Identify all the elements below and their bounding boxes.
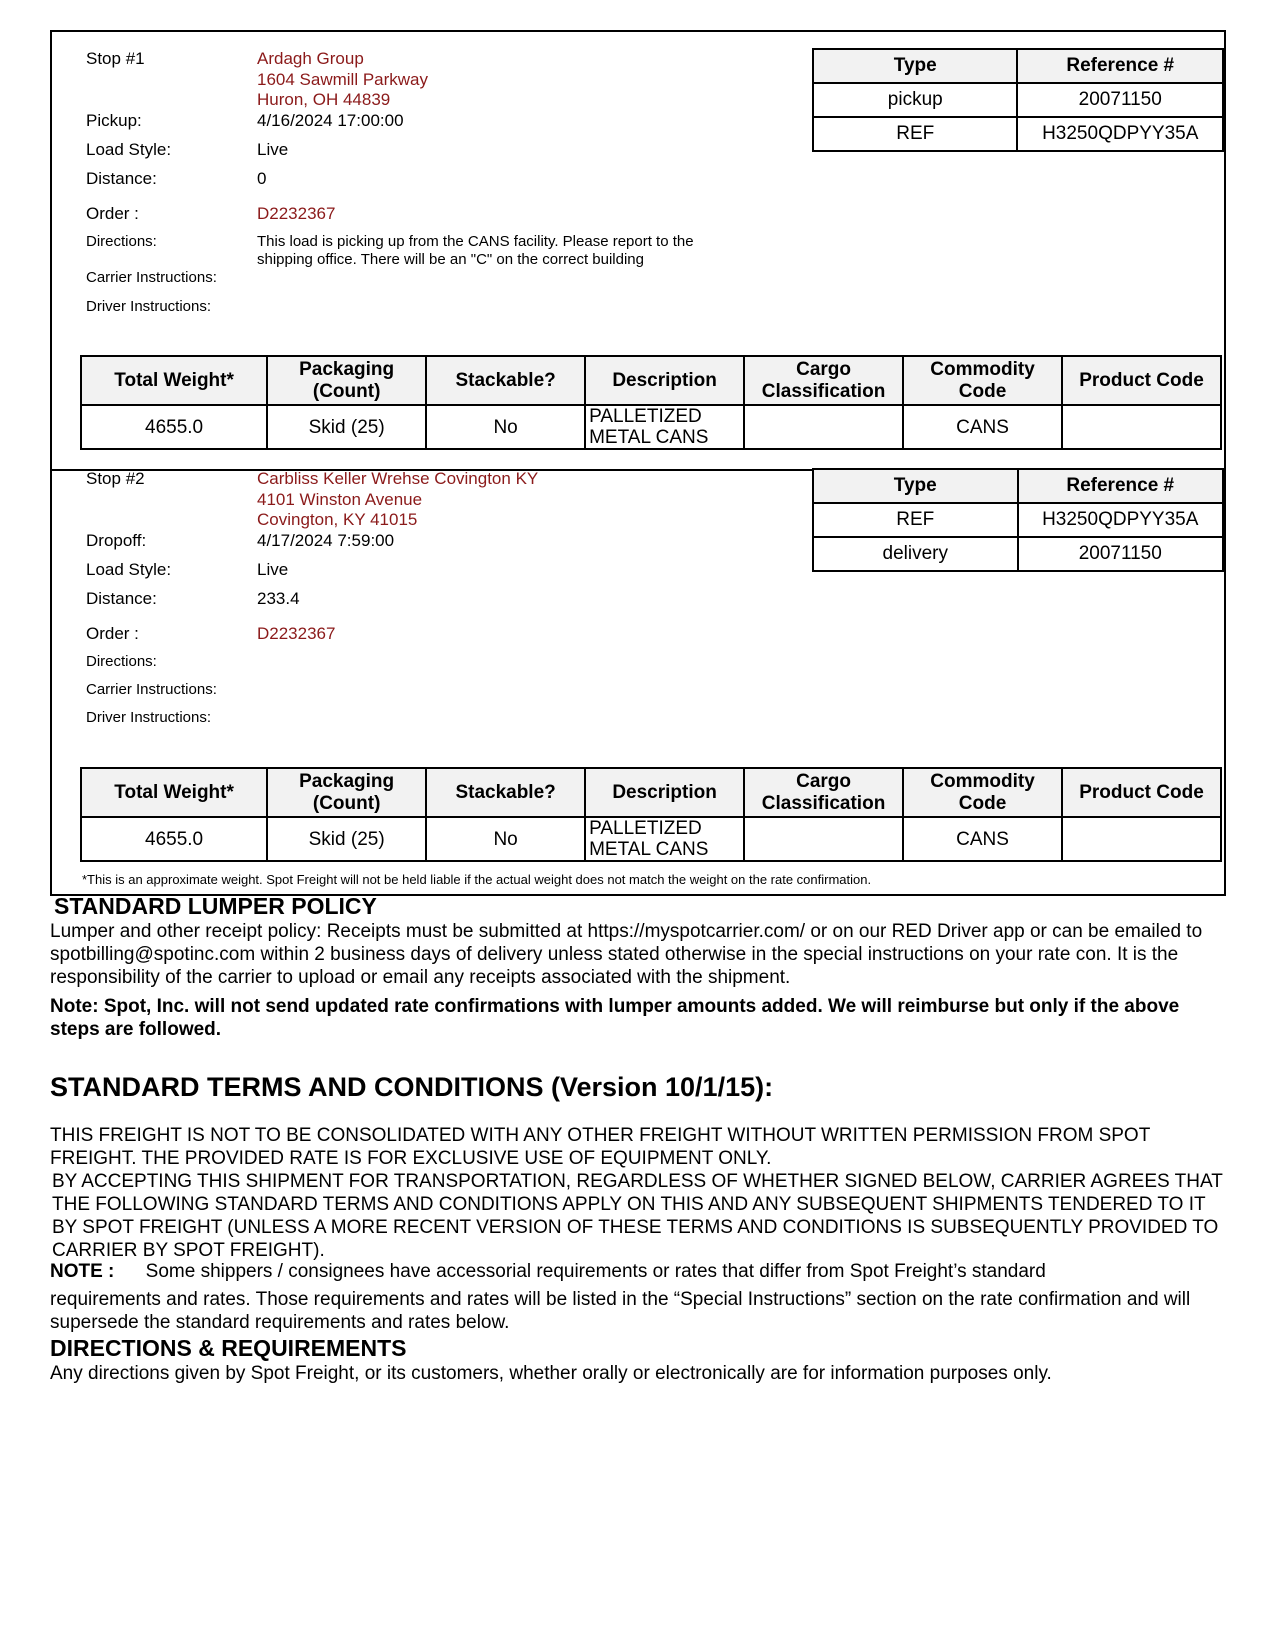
reference-table [812,468,1224,572]
stop-company: Ardagh Group [257,49,364,68]
carrier-instructions-label: Carrier Instructions: [86,681,217,698]
driver-instructions-label: Driver Instructions: [86,298,212,315]
cargo-header-packaging: Packaging (Count) [267,768,426,817]
terms-paragraph-2: BY ACCEPTING THIS SHIPMENT FOR TRANSPORTATION, REGARDLESS OF WHETHER SIGNED BELOW, CARRIER AGREES THAT THE FOLLOWING STANDARD TERMS AND CONDITIONS APPLY ON THIS AND ANY SUBSEQUENT SHIPMENTS TENDERED TO IT BY SPOT FREIGHT (UNLESS A MORE RECENT VERSION OF THESE TERMS AND CONDITIONS IS SUBSEQUENTLY PROVIDED TO CARRIER BY SPOT FREIGHT). [52,1171,1223,1261]
cargo-header-stackable: Stackable? [426,356,585,405]
cargo-header-stackable: Stackable? [426,768,585,817]
order-label: Order : [86,204,139,223]
distance-label: Distance: [86,169,157,188]
cargo-weight: 4655.0 [81,817,267,861]
table-row [81,817,1221,861]
cargo-packaging: Skid (25) [267,817,426,861]
order-number: D2232367 [257,204,336,223]
ref-type-cell: delivery [813,537,1018,571]
ref-header-reference: Reference # [1018,469,1224,503]
cargo-header-product: Product Code [1062,356,1221,405]
table-row [813,537,1223,571]
directions-label: Directions: [86,233,157,250]
ref-number-cell: H3250QDPYY35A [1018,503,1224,537]
order-number: D2232367 [257,624,336,643]
ref-header-type: Type [813,49,1017,83]
directions-requirements-body: Any directions given by Spot Freight, or its customers, whether orally or electronically are for information purposes only. [50,1363,1052,1384]
lumper-policy-note: Note: Spot, Inc. will not send updated rate confirmations with lumper amounts added. We will reimburse but only if the above steps are followed. [50,996,1180,1040]
cargo-product [1062,817,1221,861]
load-style-label: Load Style: [86,560,172,579]
stop-address-line1: 4101 Winston Avenue [257,490,423,509]
lumper-policy-title: STANDARD LUMPER POLICY [54,893,377,919]
event-datetime: 4/16/2024 17:00:00 [257,111,404,130]
terms-title: STANDARD TERMS AND CONDITIONS (Version 10/1/15): [50,1072,774,1102]
event-label: Dropoff: [86,531,147,550]
cargo-commodity: CANS [903,405,1062,449]
table-row [813,503,1223,537]
cargo-header-commodity: Commodity Code [903,768,1062,817]
load-style-value: Live [257,560,289,579]
cargo-header-classification: Cargo Classification [744,768,903,817]
cargo-header-product: Product Code [1062,768,1221,817]
distance-label: Distance: [86,589,157,608]
cargo-header-description: Description [585,768,744,817]
cargo-description: PALLETIZED METAL CANS [585,817,744,861]
ref-type-cell: REF [813,503,1018,537]
ref-header-reference: Reference # [1017,49,1223,83]
cargo-header-packaging: Packaging (Count) [267,356,426,405]
ref-type-cell: REF [813,117,1017,151]
stop-address-line2: Huron, OH 44839 [257,90,391,109]
cargo-header-commodity: Commodity Code [903,356,1062,405]
stop-label: Stop #1 [86,49,145,68]
table-row [813,83,1223,117]
ref-type-cell: pickup [813,83,1017,117]
cargo-stackable: No [426,817,585,861]
cargo-classification [744,405,903,449]
event-datetime: 4/17/2024 7:59:00 [257,531,395,550]
weight-disclaimer: *This is an approximate weight. Spot Freight will not be held liable if the actual weight does not match the weight on the rate confirmation. [82,872,872,887]
cargo-header-classification: Cargo Classification [744,356,903,405]
load-style-label: Load Style: [86,140,172,159]
cargo-weight: 4655.0 [81,405,267,449]
directions-requirements-title: DIRECTIONS & REQUIREMENTS [50,1335,407,1361]
directions-text: This load is picking up from the CANS facility. Please report to the shipping office. There will be an "C" on the correct building [257,233,694,268]
terms-paragraph-1: THIS FREIGHT IS NOT TO BE CONSOLIDATED WITH ANY OTHER FREIGHT WITHOUT WRITTEN PERMISSION FROM SPOT FREIGHT. THE PROVIDED RATE IS FOR EXCLUSIVE USE OF EQUIPMENT ONLY. [50,1125,1150,1169]
terms-note-label: NOTE : [50,1261,115,1282]
carrier-instructions-label: Carrier Instructions: [86,269,217,286]
cargo-table [80,355,1222,450]
table-row [81,405,1221,449]
cargo-stackable: No [426,405,585,449]
distance-value: 0 [257,169,267,188]
terms-note [50,1260,1230,1283]
cargo-packaging: Skid (25) [267,405,426,449]
cargo-table [80,767,1222,862]
cargo-classification [744,817,903,861]
ref-number-cell: 20071150 [1018,537,1224,571]
distance-value: 233.4 [257,589,300,608]
terms-note-text: Some shippers / consignees have accessorial requirements or rates that differ from Spot Freight’s standard [145,1261,1046,1282]
cargo-header-weight: Total Weight* [81,356,267,405]
ref-number-cell: 20071150 [1017,83,1223,117]
stop-address-line1: 1604 Sawmill Parkway [257,70,429,89]
stop-address-line2: Covington, KY 41015 [257,510,418,529]
ref-number-cell: H3250QDPYY35A [1017,117,1223,151]
driver-instructions-label: Driver Instructions: [86,709,212,726]
load-style-value: Live [257,140,289,159]
order-label: Order : [86,624,139,643]
cargo-description: PALLETIZED METAL CANS [585,405,744,449]
cargo-header-weight: Total Weight* [81,768,267,817]
lumper-policy-body: Lumper and other receipt policy: Receipts must be submitted at https://myspotcarrier.com/ or on our RED Driver app or can be emailed to spotbilling@spotinc.com within 2 business days of delivery unless stated otherwise in the special instructions on your rate con. It is the responsibility of the carrier to upload or email any receipts associated with the shipment. [50,921,1203,988]
ref-header-type: Type [813,469,1018,503]
stops-frame [50,30,1226,896]
directions-label: Directions: [86,653,157,670]
stop-company: Carbliss Keller Wrehse Covington KY [257,469,539,488]
reference-table [812,48,1224,152]
event-label: Pickup: [86,111,142,130]
cargo-product [1062,405,1221,449]
cargo-commodity: CANS [903,817,1062,861]
cargo-header-description: Description [585,356,744,405]
table-row [813,117,1223,151]
stop-label: Stop #2 [86,469,145,488]
terms-note-continued: requirements and rates. Those requirements and rates will be listed in the “Special Instructions” section on the rate confirmation and will supersede the standard requirements and rates below. [50,1289,1191,1333]
